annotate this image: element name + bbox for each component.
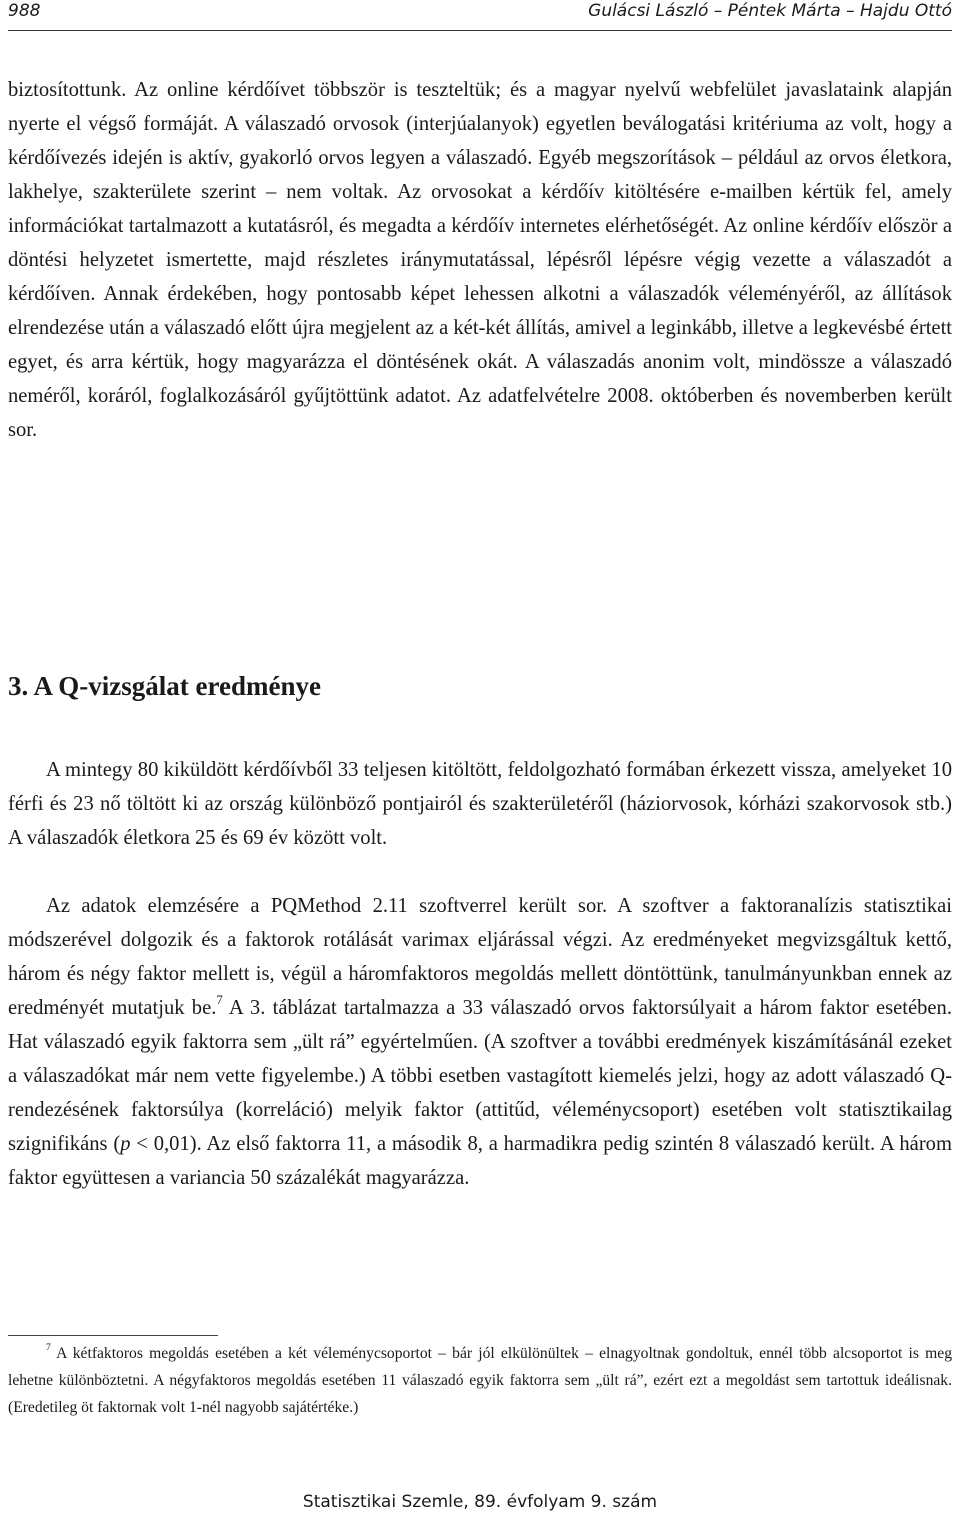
p-symbol: p — [120, 1133, 131, 1155]
results-paragraph-2 — [8, 889, 952, 1195]
footnote-divider — [8, 1335, 218, 1336]
journal-footer: Statisztikai Szemle, 89. évfolyam 9. szám — [302, 1492, 658, 1512]
footnote-number: 7 — [46, 1342, 51, 1354]
section-heading: 3. A Q-vizsgálat eredménye — [8, 671, 321, 701]
results-text-c: < 0,01). Az első faktorra 11, a második 8, a harmadikra pedig szintén 8 válaszadó került. A három faktor együttesen a variancia 50 százalékát magyarázza. — [8, 1133, 952, 1189]
intro-paragraph: biztosítottunk. Az online kérdőívet többször is teszteltük; és a magyar nyelvű webfelület javaslataink alapján nyerte el végső formáját. A válaszadó orvosok (interjúalanyok) egyetlen beválogatási kritériuma az volt, hogy a kérdőívezés idején is aktív, gyakorló orvos legyen a válaszadó. Egyéb megszorítások – például az orvos életkora, lakhelye, szakterülete szerint – nem voltak. Az orvosokat a kérdőív kitöltésére e-mailben kértük fel, amely információkat tartalmazott a kutatásról, és megadta a kérdőív internetes elérhetőségét. Az online kérdőív először a döntési helyzetet ismertette, majd részletes iránymutatással, lépésről lépésre végig vezette a válaszadót a kérdőíven. Annak érdekében, hogy pontosabb képet lehessen alkotni a válaszadók véleményéről, az állítások elrendezése után a válaszadó előtt újra megjelent az a két-két állítás, amivel a leginkább, illetve a legkevésbé értett egyet, és arra kértük, hogy magyarázza el döntésének okát. A válaszadás anonim volt, mindössze a válaszadó neméről, koráról, foglalkozásáról gyűjtöttünk adatot. Az adatfelvételre 2008. októberben és novemberben került sor. — [8, 79, 953, 441]
footnote — [8, 1340, 952, 1421]
footnote-text: A kétfaktoros megoldás esetében a két véleménycsoportot – bár jól elkülönültek – elnagyoltnak gondoltuk, ennél több alcsoportot is meg lehetne különböztetni. A négyfaktoros megoldás esetében 11 válaszadó egyik faktorra sem „ült rá”, ezért ezt a megoldást sem tartottuk ideálisnak. (Eredetileg öt faktornak volt 1-nél nagyobb sajátértéke.) — [8, 1345, 952, 1416]
running-header-authors: Gulácsi László – Péntek Márta – Hajdu Ottó — [588, 1, 952, 21]
footnote-reference[interactable]: 7 — [216, 993, 223, 1008]
page-number: 988 — [8, 1, 41, 21]
results-text-b: A 3. táblázat tartalmazza a 33 válaszadó orvos faktorsúlyait a három faktor esetében. Hat válaszadó egyik faktorra sem „ült rá” egyértelműen. (A szoftver a további eredmények kiszámításánál ezeket a válaszadókat már nem vette figyelembe.) A többi esetben vastagított kiemelés jelzi, hogy az adott válaszadó Q-rendezésének faktorsúlya (korreláció) melyik faktor (attitűd, véleménycsoport) esetében volt statisztikailag szignifikáns ( — [8, 997, 952, 1155]
results-paragraph-1: A mintegy 80 kiküldött kérdőívből 33 teljesen kitöltött, feldolgozható formában érkezett vissza, amelyeket 10 férfi és 23 nő töltött ki az ország különböző pontjairól és szakterületéről (háziorvosok, kórházi szakorvosok stb.) A válaszadók életkora 25 és 69 év között volt. — [8, 759, 952, 849]
running-header — [8, 0, 952, 31]
results-text-a: Az adatok elemzésére a PQMethod 2.11 szoftverrel került sor. A szoftver a faktoranalízis statisztikai módszerével dolgozik és a faktorok rotálását varimax eljárással végzi. Az eredményeket megvizsgáltuk kettő, három és négy faktor mellett is, végül a háromfaktoros megoldás mellett döntöttünk, tanulmányunkban ennek az eredményét mutatjuk be. — [8, 895, 952, 1019]
